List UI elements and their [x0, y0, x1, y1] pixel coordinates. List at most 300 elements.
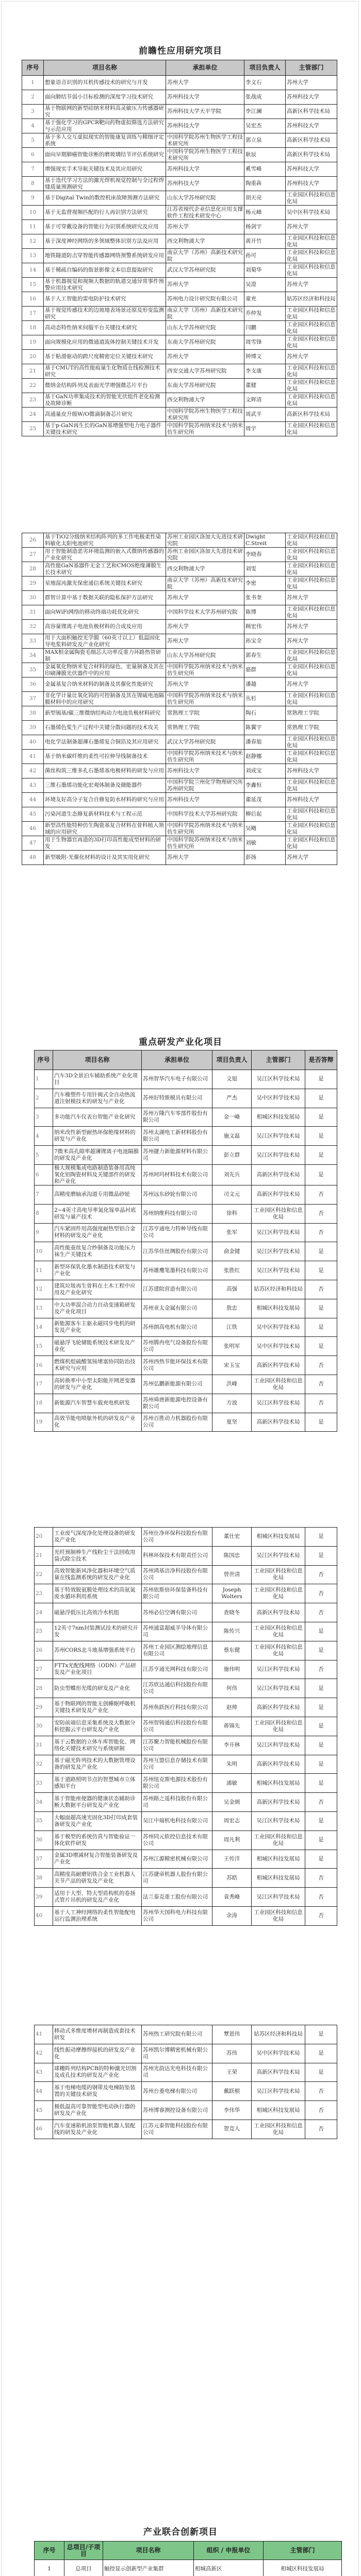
dept-cell: 高新区科学技术局 — [252, 1698, 305, 1717]
project-name-cell: 适用于大型、特大型盾构机的卷扬式管片吊机的研发及产业化 — [53, 1888, 142, 1907]
table-row — [22, 677, 337, 692]
unit-cell: 中国科学院苏州生物医学工程技术研究所 — [166, 133, 244, 148]
project-name-cell: 12英寸7nm封装测试技术的研究开发 — [53, 1622, 142, 1641]
unit-cell: 苏州大学 — [166, 620, 244, 634]
project-name-cell: 高效智能新风净化器和环境空气质量在线监测系统的研发及产业化 — [53, 1565, 142, 1584]
project-name-cell: 三维石墨烯功能化宏观体制备及储能器件 — [44, 778, 166, 793]
dept-cell: 工业园区科技和信息化局 — [286, 750, 337, 764]
seq-cell: 34 — [35, 1793, 53, 1812]
project-name-cell: 基于p-GaN再生长的GaN基增强型电力电子器件关键技术研究 — [44, 422, 166, 436]
leader-cell: 彭扬 — [244, 851, 286, 865]
table-row — [35, 1261, 337, 1280]
project-name-cell: 磁悬浮飞轮储能系统技术研发及产业化 — [53, 1337, 142, 1356]
unit-cell: 江苏建院营造有限公司 — [142, 1280, 212, 1299]
seq-cell: 33 — [35, 1774, 53, 1793]
seq-cell: 2 — [22, 90, 44, 105]
leader-cell: 丛杉 — [244, 692, 286, 706]
table-row — [22, 162, 337, 177]
col-header-seq: 序号 — [35, 2541, 64, 2560]
seq-cell: 19 — [35, 1413, 53, 1432]
unit-cell: 苏州凯尔博精密机械有限公司 — [142, 2044, 212, 2063]
dept-cell: 吴中区科学技术局 — [252, 1318, 305, 1337]
unit-cell: 中国科学院苏州生物医学工程技术研究所 — [166, 408, 244, 422]
dept-cell: 苏州大学 — [286, 620, 337, 634]
defense-cell: 否 — [305, 1280, 337, 1299]
seq-cell: 41 — [35, 2025, 53, 2044]
unit-cell: 苏州太湖电工新材料股份有限公司 — [142, 1127, 212, 1146]
unit-cell: 江苏省现代企业信息化应用支撑软件工程技术研发中心 — [166, 206, 244, 220]
table-row — [22, 278, 337, 292]
table-row — [22, 76, 337, 90]
dept-cell: 工业园区科技和信息化局 — [286, 263, 337, 278]
table-row — [22, 263, 337, 278]
project-name-cell: 基于可穿戴设备的智能行为识别系统研究及应用 — [44, 220, 166, 234]
seq-cell: 35 — [22, 663, 44, 677]
project-name-cell: 燃煤机组硫酸氢铵堵塞协同防治技术研究与应用 — [53, 1356, 142, 1375]
dept-cell: 苏州科技大学 — [286, 162, 337, 177]
unit-cell: 武汉大学苏州研究院 — [166, 735, 244, 750]
table-row — [35, 1337, 337, 1356]
col-header-unit: 承担单位 — [166, 60, 244, 76]
seq-cell: 19 — [22, 335, 44, 350]
unit-cell: 苏州互盟信息存储技术有限公司 — [142, 1755, 212, 1774]
defense-cell: 是 — [305, 1070, 337, 1089]
seq-cell: 37 — [35, 1850, 53, 1869]
dept-cell: 工业园区科技和信息化局 — [252, 1584, 305, 1603]
seq-cell: 8 — [22, 177, 44, 191]
table-row — [35, 1223, 337, 1242]
table-row — [22, 422, 337, 436]
defense-cell: 否 — [305, 1204, 337, 1223]
unit-cell: 苏州科技大学天平学院 — [166, 105, 244, 119]
defense-cell: 否 — [305, 1394, 337, 1413]
seq-cell: 43 — [35, 2063, 53, 2082]
unit-cell: 苏州科技大学 — [166, 793, 244, 807]
dept-cell: 高新区科学技术局 — [252, 2063, 305, 2082]
leader-cell: 袁秀峰 — [212, 1888, 252, 1907]
unit-cell: 苏州华天国科电力科技有限公司 — [142, 1906, 212, 1925]
table-row — [22, 533, 337, 548]
table-row — [22, 562, 337, 577]
seq-cell: 18 — [35, 1394, 53, 1413]
unit-cell: 苏州大学 — [166, 350, 244, 364]
leader-cell: 郭春生 — [244, 649, 286, 663]
leader-cell: 金一峰 — [212, 1108, 252, 1127]
table-row — [22, 764, 337, 778]
table-row — [35, 2063, 337, 2082]
leader-cell: 李开林 — [212, 1736, 252, 1755]
unit-cell: 苏州智铸通信科技股份有限公司 — [142, 1717, 212, 1736]
leader-cell: 张战成 — [244, 90, 286, 105]
project-name-cell: 光纤预制棒生产线粉尘干法回收用袋式除尘技术 — [53, 1546, 142, 1565]
dept-cell: 吴江区科学技术局 — [252, 1394, 305, 1413]
project-name-cell: 新型吸附-光催化材料的设计及其实用化研究 — [44, 851, 166, 865]
unit-cell: 苏州腾冉电气设备股份有限公司 — [142, 1337, 212, 1356]
table-row — [35, 1755, 337, 1774]
leader-cell: 孙宝全 — [244, 634, 286, 649]
dept-cell: 吴江区科学技术局 — [252, 2082, 305, 2101]
leader-cell: 张军 — [212, 1223, 252, 1242]
dept-cell: 高新区科学技术局 — [252, 1164, 305, 1185]
seq-cell: 23 — [22, 393, 44, 408]
table-row — [22, 836, 337, 851]
seq-cell: 23 — [35, 1584, 53, 1603]
seq-cell: 16 — [22, 292, 44, 307]
project-name-cell: 星地混沌激光保密通信系统关键技术研究 — [44, 577, 166, 591]
leader-cell: 杨元峰 — [244, 206, 286, 220]
seq-cell: 15 — [22, 278, 44, 292]
unit-cell: 中国科学院苏州纳米技术与纳米仿生研究所 — [166, 692, 244, 706]
dept-cell: 工业园区科技和信息化局 — [286, 692, 337, 706]
leader-cell: 洪峰 — [212, 1375, 252, 1394]
unit-cell: 苏州博睿测控设备有限公司 — [142, 2101, 212, 2120]
col-header-defense: 是否答辩 — [305, 1050, 337, 1070]
defense-cell: 否 — [305, 1660, 337, 1679]
project-name-cell: 极低温高可靠智能型电动执行器的研发及产业化 — [53, 2101, 142, 2120]
table-row — [22, 649, 337, 663]
seq-cell: 14 — [35, 1318, 53, 1337]
table-row — [22, 191, 337, 206]
seq-cell: 32 — [22, 620, 44, 634]
defense-cell: 是 — [305, 2063, 337, 2082]
leader-cell: 李文石 — [244, 76, 286, 90]
project-name-cell: 安防前端信息采集系统及大数据分析挖掘云平台研发及产业化 — [53, 1717, 142, 1736]
seq-cell: 30 — [35, 1717, 53, 1736]
unit-cell: 苏州鸿基洁净科技股份有限公司 — [142, 1565, 212, 1584]
project-name-cell: 线性振动摩擦焊接机的研发及产业化 — [53, 2044, 142, 2063]
seq-cell: 17 — [22, 307, 44, 321]
dept-cell: 工业园区科技和信息化局 — [252, 1204, 305, 1223]
dept-cell: 工业园区科技和信息化局 — [286, 191, 337, 206]
project-name-cell: 高性能蚕丝复合纱制备及功能压力袜生产关键技术 — [53, 1242, 142, 1261]
unit-cell: 苏州依斯倍环保装备科技有限公司 — [142, 1584, 212, 1603]
table-row — [35, 1127, 337, 1146]
defense-cell: 是 — [305, 2025, 337, 2044]
seq-cell: 28 — [22, 562, 44, 577]
table-row — [35, 1356, 337, 1375]
leader-cell: 陶石 — [244, 706, 286, 721]
defense-cell: 是 — [305, 1528, 337, 1547]
col-header-dept: 主管部门 — [286, 60, 337, 76]
dept-cell: 吴江区科学技术局 — [252, 1546, 305, 1565]
project-name-cell: 微纳金结构阵列及表面光学增强微芯片平台 — [44, 379, 166, 393]
leader-cell: Dwight C.Streit — [244, 533, 286, 548]
unit-cell: 常熟理工学院 — [166, 721, 244, 735]
defense-cell: 否 — [305, 1565, 337, 1584]
unit-cell: 苏州大学 — [166, 278, 244, 292]
project-name-cell: 电化学法制备超薄石墨烯复合铜箔及其应用研究 — [44, 735, 166, 750]
seq-cell: 3 — [22, 105, 44, 119]
unit-cell: 西交利物浦大学 — [166, 393, 244, 408]
table-row — [22, 663, 337, 677]
unit-cell: 江苏捷帝机器人股份有限公司 — [142, 1869, 212, 1888]
leader-cell: 高强 — [212, 1280, 252, 1299]
project-name-cell: 中大功率混合动力自动变速箱研发及产业化项目 — [53, 1299, 142, 1318]
leader-cell: 顾宏伟 — [244, 620, 286, 634]
project-name-cell: 触控显示创新型产业集群 — [103, 2560, 194, 2576]
leader-cell: 闫鹏 — [244, 321, 286, 335]
col-header-type: 总项目/子项目 — [64, 2541, 103, 2560]
seq-cell: 9 — [35, 1223, 53, 1242]
dept-cell: 吴江区科学技术局 — [252, 1127, 305, 1146]
project-name-cell: 环境友好高分子复合自修复防水材料的研究与应用 — [44, 793, 166, 807]
dept-cell: 工业园区科技和信息化局 — [286, 379, 337, 393]
dept-cell: 吴江区科学技术局 — [252, 1660, 305, 1679]
dept-cell: 苏州大学 — [286, 851, 337, 865]
table-row — [22, 350, 337, 364]
dept-cell: 高新区科学技术局 — [286, 105, 337, 119]
defense-cell: 是 — [305, 1622, 337, 1641]
project-name-cell: 移动式多维度增材再制造成套技术研发 — [53, 2025, 142, 2044]
defense-cell: 是 — [305, 1831, 337, 1850]
table-row — [35, 1204, 337, 1223]
project-name-cell: 想象语音识别的耳机传感技术的研究与开发 — [44, 76, 166, 90]
seq-cell: 10 — [35, 1242, 53, 1261]
leader-cell: 耿辰 — [244, 148, 286, 162]
dept-cell: 工业园区科技和信息化局 — [252, 1565, 305, 1584]
table-row — [22, 822, 337, 836]
unit-cell: 苏州科技大学 — [166, 119, 244, 133]
leader-cell: 赵静娜 — [244, 750, 286, 764]
table-row — [22, 148, 337, 162]
table-row — [35, 1565, 337, 1584]
project-name-cell: 石墨烯色浆生产过程中关键分散问题的技术攻关 — [44, 721, 166, 735]
defense-cell: 是 — [305, 1736, 337, 1755]
dept-cell: 相城区科技发展局 — [252, 1869, 305, 1888]
dept-cell: 工业园区科技和信息化局 — [286, 249, 337, 263]
table-row — [22, 807, 337, 822]
seq-cell: 14 — [22, 263, 44, 278]
unit-cell: 苏州必信空调有限公司 — [142, 1603, 212, 1622]
col-header-name: 项目名称 — [53, 1050, 142, 1070]
unit-cell: 山东大学苏州研究院 — [166, 321, 244, 335]
project-name-cell: 高通量皮升级W/O微滴制备芯片研究 — [44, 408, 166, 422]
seq-cell: 40 — [35, 1906, 53, 1925]
defense-cell: 是 — [305, 1698, 337, 1717]
project-name-cell: 磁悬浮低压比高效冷水机组 — [53, 1603, 142, 1622]
dept-cell: 工业园区科技和信息化局 — [286, 548, 337, 562]
table-row — [35, 1299, 337, 1318]
table-row — [35, 2025, 337, 2044]
project-name-cell: MAX相金属陶瓷毛细芯大功率反重力环路热管研制 — [44, 649, 166, 663]
leader-cell: 陈传兴 — [212, 1622, 252, 1641]
leader-cell: 江铁 — [212, 1318, 252, 1337]
seq-cell: 36 — [22, 677, 44, 692]
table-row — [22, 292, 337, 307]
seq-cell: 41 — [22, 750, 44, 764]
seq-cell: 18 — [22, 321, 44, 335]
table-row — [35, 1869, 337, 1888]
project-name-cell: 增强现实手术导航关键技术及其应用研究 — [44, 162, 166, 177]
leader-cell: 徐科 — [212, 1204, 252, 1223]
seq-cell: 3 — [35, 1108, 53, 1127]
unit-cell: 中国科学院兰州化学物理研究所苏州研究院 — [166, 778, 244, 793]
defense-cell: 否 — [305, 1906, 337, 1925]
dept-cell: 高新区科学技术局 — [252, 1185, 305, 1204]
table-row — [22, 408, 337, 422]
table-row — [35, 1528, 337, 1547]
seq-cell: 42 — [35, 2044, 53, 2063]
dept-cell: 苏州科技大学 — [286, 119, 337, 133]
dept-cell: 工业园区科技和信息化局 — [286, 778, 337, 793]
leader-cell: 施文磊 — [212, 1127, 252, 1146]
defense-cell: 是 — [305, 1337, 337, 1356]
seq-cell: 10 — [22, 206, 44, 220]
dept-cell: 苏州大学 — [286, 76, 337, 90]
table-row — [35, 1641, 337, 1660]
dept-cell: 高新区科学技术局 — [252, 1413, 305, 1432]
defense-cell: 否 — [305, 1888, 337, 1907]
project-name-cell: 基于磁光阵列技术的大数据管理设备的研发及产业化 — [53, 1755, 142, 1774]
table-row — [35, 1660, 337, 1679]
table-row — [22, 706, 337, 721]
table-row — [35, 1679, 337, 1698]
leader-cell: 何伟 — [212, 1679, 252, 1698]
seq-cell: 39 — [35, 1888, 53, 1907]
project-name-cell: 基于Digital Twin的数控机床故障预测方法研究 — [44, 191, 166, 206]
seq-cell: 48 — [22, 851, 44, 865]
dept-cell: 工业园区科技和信息化局 — [286, 364, 337, 379]
dept-cell: 苏州大学 — [286, 634, 337, 649]
leader-cell: 李伟华 — [212, 2101, 252, 2120]
dept-cell: 高新区科学技术局 — [252, 1755, 305, 1774]
table-row — [35, 1375, 337, 1394]
seq-cell: 6 — [35, 1164, 53, 1185]
unit-cell: 江苏元泰智能科技股份有限公司 — [142, 2120, 212, 2139]
table-key-rd-part3 — [34, 2025, 337, 2139]
table-row — [35, 1318, 337, 1337]
project-name-cell: 面向WiFi网络的移动终端功耗优化研究 — [44, 605, 166, 620]
defense-cell: 是 — [305, 1413, 337, 1432]
seq-cell: 4 — [35, 1127, 53, 1146]
seq-cell: 25 — [22, 422, 44, 436]
table-row — [22, 778, 337, 793]
dept-cell: 工业园区科技和信息化局 — [286, 335, 337, 350]
project-name-cell: FTTx光配线网络（ODN）产品研发及产业化项目 — [53, 1660, 142, 1679]
table-row — [35, 1185, 337, 1204]
unit-cell: 科林环保技术有限责任公司 — [142, 1546, 212, 1565]
dept-cell: 高新区科学技术局 — [286, 133, 337, 148]
unit-cell: 苏州科技大学 — [166, 764, 244, 778]
unit-cell: 西交利物浦大学 — [166, 234, 244, 249]
project-name-cell: 多功能汽车仪表台智能产业化研究 — [53, 1108, 142, 1127]
table-row — [35, 1831, 337, 1850]
dept-cell: 工业园区科技和信息化局 — [286, 605, 337, 620]
leader-cell: 俞金键 — [212, 1242, 252, 1261]
leader-cell: 李江澜 — [244, 105, 286, 119]
leader-cell: 吴金炳 — [212, 1793, 252, 1812]
dept-cell: 工业园区科技和信息化局 — [252, 2120, 305, 2139]
dept-cell: 相城区科技发展局 — [252, 1850, 305, 1869]
leader-cell: 朱明 — [212, 1755, 252, 1774]
project-name-cell: 汽车3D全景泊车辅助系统产业化项目 — [53, 1070, 142, 1089]
dept-cell: 苏州大学 — [286, 278, 337, 292]
seq-cell: 29 — [22, 577, 44, 591]
seq-cell: 45 — [35, 2101, 53, 2120]
dept-cell: 工业园区科技和信息化局 — [286, 307, 337, 321]
unit-cell: 苏州雄鹰笔墨科技有限公司 — [142, 1261, 212, 1280]
project-name-cell: 基于稀疏自编码的街景影像文本信息提取研究 — [44, 263, 166, 278]
defense-cell: 否 — [305, 1223, 337, 1242]
seq-cell: 42 — [22, 764, 44, 778]
unit-cell: 苏州鱼跃医疗科技有限公司 — [142, 1698, 212, 1717]
seq-cell: 8 — [35, 1204, 53, 1223]
project-name-cell: 建筑垃圾再生骨料在土木工程中应用及产业化研究 — [53, 1280, 142, 1299]
col-header-seq: 序号 — [35, 1050, 53, 1070]
project-name-cell: 基于特效脱氨膜处理技术的高氨氮废水循环利用系统 — [53, 1584, 142, 1603]
section1-title: 前瞻性应用研究项目 — [139, 46, 222, 56]
leader-cell: 吴宏杰 — [244, 119, 286, 133]
table-row — [35, 1280, 337, 1299]
dept-cell: 吴江区科学技术局 — [252, 1242, 305, 1261]
project-name-cell: 基于人工神经网络的柔性智能配电运行监测治理系统 — [53, 1906, 142, 1925]
dept-cell: 相城区科技发展局 — [252, 1299, 305, 1318]
leader-cell: 周武平 — [244, 408, 286, 422]
unit-cell: 中国科学院苏州纳米技术与纳米仿生研究所 — [166, 822, 244, 836]
dept-cell: 相城区科技发展局 — [264, 2560, 342, 2576]
project-name-cell: 金属基复合纳米材料的制备及其催化性能研究 — [44, 677, 166, 692]
table-row — [35, 1603, 337, 1622]
unit-cell: 南京大学（苏州）高新技术研究院 — [166, 577, 244, 591]
unit-cell: 苏州大学 — [166, 851, 244, 865]
project-name-cell: 高动态特性纳米伺服平台关键技术研究 — [44, 321, 166, 335]
unit-cell: 苏州大学 — [166, 76, 244, 90]
seq-cell: 30 — [22, 591, 44, 605]
dept-cell: 工业园区科技和信息化局 — [286, 836, 337, 851]
unit-cell: 苏州通富超威半导体有限公司 — [142, 1622, 212, 1641]
table-row — [35, 1242, 337, 1261]
table-row — [22, 735, 337, 750]
defense-cell: 是 — [305, 1299, 337, 1318]
table-row — [35, 1146, 337, 1165]
seq-cell: 9 — [22, 191, 44, 206]
table-row — [35, 1736, 337, 1755]
table-row — [22, 577, 337, 591]
project-name-cell: 汽车橡塑件专用针阀式全自动热流道注射模技术的研发与产业化 — [53, 1089, 142, 1108]
seq-cell: 34 — [22, 649, 44, 663]
unit-cell: 常熟理工学院 — [166, 706, 244, 721]
seq-cell: 20 — [22, 350, 44, 364]
dept-cell: 苏州大学 — [286, 591, 337, 605]
table-row — [35, 2044, 337, 2063]
leader-cell: 胡天亮 — [244, 191, 286, 206]
table-row — [35, 1906, 337, 1925]
project-name-cell: 非化学计量比氧化钨的可控制备及其在锂硫电池隔膜材料中的应用研究 — [44, 692, 166, 706]
table-row — [35, 1584, 337, 1603]
seq-cell: 13 — [22, 249, 44, 263]
seq-cell: 47 — [22, 836, 44, 851]
dept-cell: 吴江区科学技术局 — [252, 1811, 305, 1831]
seq-cell: 43 — [22, 778, 44, 793]
project-name-cell: 球栅阵列结构PCB的特种激光切割及成孔技术的研发及产业化 — [53, 2063, 142, 2082]
unit-cell: 江苏亨通光网科技有限公司 — [142, 1660, 212, 1679]
leader-cell: 吴澄 — [244, 278, 286, 292]
seq-cell: 11 — [35, 1261, 53, 1280]
leader-cell: 贺竞人 — [212, 2120, 252, 2139]
unit-cell: 苏州远东砂轮有限公司 — [142, 1185, 212, 1204]
project-name-cell: 用于智能制造恶劣环境监测的嵌入式微纳传感器的产业化研究 — [44, 548, 166, 562]
dept-cell: 吴中区科学技术局 — [252, 1089, 305, 1108]
table-row — [22, 307, 337, 321]
seq-cell: 7 — [22, 162, 44, 177]
table-key-rd-part1 — [34, 1050, 337, 1432]
table-row — [35, 1811, 337, 1831]
leader-cell: 刘雯 — [244, 562, 286, 577]
leader-cell: 孙可 — [244, 249, 286, 263]
project-name-cell: 基于CMUT的高性能痕量生化物质在线检测技术研究 — [44, 364, 166, 379]
leader-cell: 刘敏 — [244, 836, 286, 851]
leader-cell: 刘菊华 — [244, 263, 286, 278]
